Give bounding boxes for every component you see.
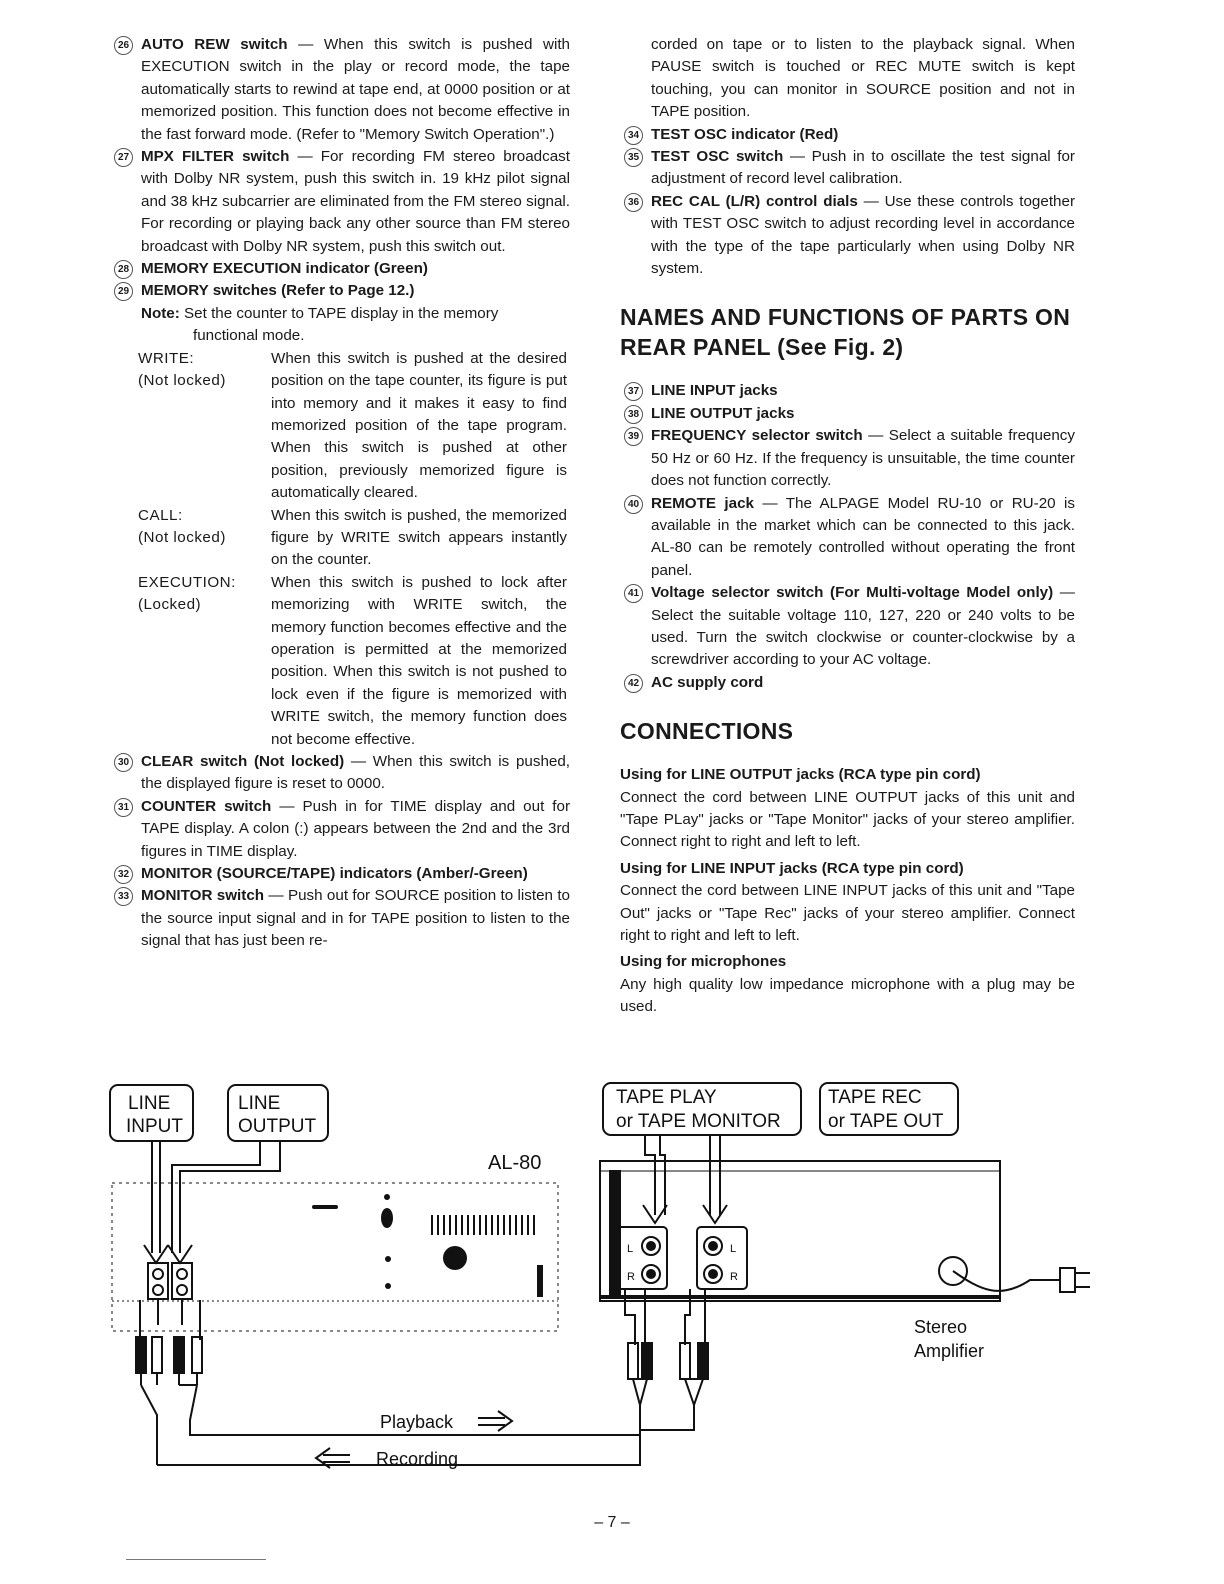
item-33-continued — [620, 34, 1075, 124]
def-write — [110, 348, 570, 505]
line-output-label-2: OUTPUT — [238, 1116, 317, 1137]
term-lock: (Locked) — [138, 596, 202, 614]
def-term — [110, 348, 271, 505]
def-term — [110, 572, 271, 751]
item-title: MONITOR switch — [141, 887, 265, 905]
connection-line-input — [620, 858, 1075, 948]
item-text: — The ALPAGE Model RU-10 or RU-20 is available in the market which can be connected to this jack. AL-80 can be remotely controlled without operating the front panel. — [651, 494, 1076, 579]
item-number: 35 — [624, 148, 643, 167]
heading-line-2: REAR PANEL (See Fig. 2) — [620, 334, 904, 361]
item-35 — [620, 146, 1075, 191]
item-title: TEST OSC indicator (Red) — [651, 125, 839, 143]
jack-label-l: L — [627, 1243, 634, 1255]
tape-play-label-2: or TAPE MONITOR — [616, 1111, 781, 1132]
item-title: LINE INPUT jacks — [651, 382, 778, 400]
def-execution — [110, 572, 570, 751]
line-output-label: LINE — [238, 1093, 281, 1114]
amplifier-body — [600, 1161, 1000, 1301]
amplifier-label: Stereo — [914, 1317, 968, 1337]
rear-panel-heading — [620, 302, 1075, 362]
page-number: – 7 – — [594, 1514, 630, 1531]
connection-title: Using for LINE OUTPUT jacks (RCA type pin cord) — [620, 766, 981, 784]
item-text: — Use these controls together with TEST OSC switch to adjust recording level in accordance with the type of the tape particularly when using Dolby NR system. — [651, 192, 1075, 278]
item-title: REC CAL (L/R) control dials — [651, 192, 858, 210]
item-title: MEMORY EXECUTION indicator (Green) — [141, 260, 428, 278]
footer-rule — [126, 1559, 266, 1560]
item-41 — [620, 582, 1075, 672]
item-number: 33 — [114, 887, 133, 906]
jack-label-r: R — [627, 1271, 635, 1283]
item-32 — [110, 863, 570, 885]
right-column — [620, 34, 1075, 1019]
item-42 — [620, 672, 1075, 694]
def-term — [110, 505, 271, 572]
item-34 — [620, 124, 1075, 146]
item-29 — [110, 280, 570, 302]
item-title: LINE OUTPUT jacks — [651, 404, 795, 422]
item-title: CLEAR switch (Not locked) — [141, 753, 345, 770]
item-number: 40 — [624, 495, 643, 514]
note-text: Set the counter to TAPE display in the memory — [184, 304, 499, 322]
item-text: — Push in to oscillate the test signal for adjustment of record level calibration. — [651, 148, 1075, 188]
item-text: — Push out for SOURCE position to listen to the source input signal and in for TAPE position to listen to the signal that has just been re- — [141, 887, 571, 950]
playback-label: Playback — [380, 1412, 454, 1432]
amplifier-label-2: Amplifier — [914, 1341, 985, 1361]
item-number: 34 — [624, 126, 643, 145]
item-number: 31 — [114, 798, 133, 817]
connection-title: Using for microphones — [620, 953, 787, 971]
def-desc: When this switch is pushed at the desired position on the tape counter, its figure is put into memory and it makes it easy to find memorized position of the tape program. When this switch is pushed at other position, previously memorized figure is automatically cleared. — [271, 349, 567, 502]
line-input-label: LINE — [128, 1093, 171, 1114]
item-number: 26 — [114, 36, 133, 55]
item-number: 41 — [624, 584, 643, 603]
item-number: 27 — [114, 148, 133, 167]
item-number: 28 — [114, 260, 133, 279]
connections-heading: CONNECTIONS — [620, 718, 794, 745]
item-26 — [110, 34, 570, 146]
item-title: Voltage selector switch (For Multi-voltage Model only) — [651, 584, 1054, 602]
item-text: — For recording FM stereo broadcast with Dolby NR system, push this switch in. 19 kHz pilot signal and 38 kHz subcarrier are eliminated from the FM stereo signal. For recording or playing back any other source than FM stereo broadcast with Dolby NR system, push this switch out. — [141, 148, 570, 255]
connection-line-output — [620, 764, 1075, 854]
item-text: — When this switch is pushed with EXECUTION switch in the play or record mode, the tape automatically starts to rewind at tape end, at 0000 position or at memorized position. This function does not become effective in the fast forward mode. (Refer to "Memory Switch Operation".) — [141, 36, 570, 143]
connection-text: Any high quality low impedance microphone with a plug may be used. — [620, 975, 1075, 1016]
item-title: COUNTER switch — [141, 797, 272, 815]
connection-text: Connect the cord between LINE INPUT jacks of this unit and "Tape Out" jacks or "Tape Rec" jacks of your stereo amplifier. Connect right to right and left to left. — [620, 882, 1075, 944]
item-33 — [110, 885, 570, 952]
playback-arrow-icon — [478, 1411, 512, 1431]
term-lock: (Not locked) — [138, 372, 226, 390]
item-number: 42 — [624, 674, 643, 693]
def-desc: When this switch is pushed, the memorized figure by WRITE switch appears instantly on the counter. — [271, 506, 567, 569]
item-31 — [110, 796, 570, 863]
item-number: 29 — [114, 282, 133, 301]
connection-text: Connect the cord between LINE OUTPUT jacks of this unit and "Tape PLay" jacks or "Tape Monitor" jacks of your stereo amplifier. Connect right to right and left to left. — [620, 788, 1075, 851]
tape-rec-label: TAPE REC — [828, 1087, 922, 1108]
term-name: CALL: — [138, 506, 183, 524]
item-title: TEST OSC switch — [651, 148, 784, 166]
line-input-label-2: INPUT — [126, 1116, 183, 1137]
item-text: — Select a suitable frequency 50 Hz or 60 Hz. If the frequency is unsuitable, the time counter does not function correctly. — [651, 427, 1075, 490]
term-name: EXECUTION: — [138, 573, 236, 591]
item-title: AC supply cord — [651, 673, 764, 691]
note-label: Note: — [141, 304, 180, 322]
item-number: 32 — [114, 865, 133, 884]
item-text: — Select the suitable voltage 110, 127, 220 or 240 volts to be used. Turn the switch clockwise or counter-clockwise by a screwdriver according to your AC voltage. — [651, 584, 1075, 669]
item-title: MPX FILTER switch — [141, 148, 290, 166]
item-number: 30 — [114, 753, 133, 772]
tape-play-label: TAPE PLAY — [616, 1087, 717, 1108]
item-number: 36 — [624, 193, 643, 212]
jack-label-r-2: R — [730, 1271, 738, 1283]
item-title: MONITOR (SOURCE/TAPE) indicators (Amber/-Green) — [141, 865, 528, 883]
item-38 — [620, 403, 1075, 425]
amp-jack-panel-right — [697, 1227, 747, 1289]
recording-label: Recording — [376, 1449, 459, 1469]
connection-microphones — [620, 951, 1075, 1018]
term-name: WRITE: — [138, 349, 195, 367]
item-text: — When this switch is pushed, the displayed figure is reset to 0000. — [141, 753, 570, 793]
item-36 — [620, 191, 1075, 281]
item-28 — [110, 258, 570, 280]
item-title: FREQUENCY selector switch — [651, 427, 863, 445]
heading-line-1: NAMES AND FUNCTIONS OF PARTS ON — [620, 304, 1071, 331]
item-number: 38 — [624, 405, 643, 424]
amp-jack-panel-left — [617, 1227, 667, 1289]
note-text-2: functional mode. — [193, 327, 305, 345]
jack-label-l-2: L — [730, 1243, 737, 1255]
model-label: AL-80 — [488, 1152, 542, 1174]
item-text: — Push in for TIME display and out for TAPE display. A colon (:) appears between the 2nd and the 3rd figures in TIME display. — [141, 797, 571, 860]
left-column — [110, 34, 570, 953]
def-call — [110, 505, 570, 572]
item-27 — [110, 146, 570, 258]
item-37 — [620, 380, 1075, 402]
term-lock: (Not locked) — [138, 528, 226, 546]
item-number: 37 — [624, 382, 643, 401]
item-number: 39 — [624, 427, 643, 446]
item-39 — [620, 425, 1075, 492]
def-desc: When this switch is pushed to lock after memorizing with WRITE switch, the memory function becomes effective and the operation is permitted at the memorized position. When this switch is not pushed to lock even if the figure is memorized with WRITE switch, the memory function does not become effective. — [271, 573, 567, 748]
connection-title: Using for LINE INPUT jacks (RCA type pin cord) — [620, 859, 964, 877]
item-title: REMOTE jack — [651, 494, 754, 512]
item-title: AUTO REW switch — [141, 36, 288, 53]
item-text: corded on tape or to listen to the playback signal. When PAUSE switch is touched or REC MUTE switch is kept touching, you can monitor in SOURCE position and not in TAPE position. — [651, 36, 1075, 121]
connection-diagram — [100, 1075, 1110, 1485]
item-30 — [110, 751, 570, 796]
item-40 — [620, 493, 1075, 583]
item-title: MEMORY switches (Refer to Page 12.) — [141, 282, 415, 300]
memory-note — [110, 303, 570, 348]
tape-rec-label-2: or TAPE OUT — [828, 1111, 944, 1132]
